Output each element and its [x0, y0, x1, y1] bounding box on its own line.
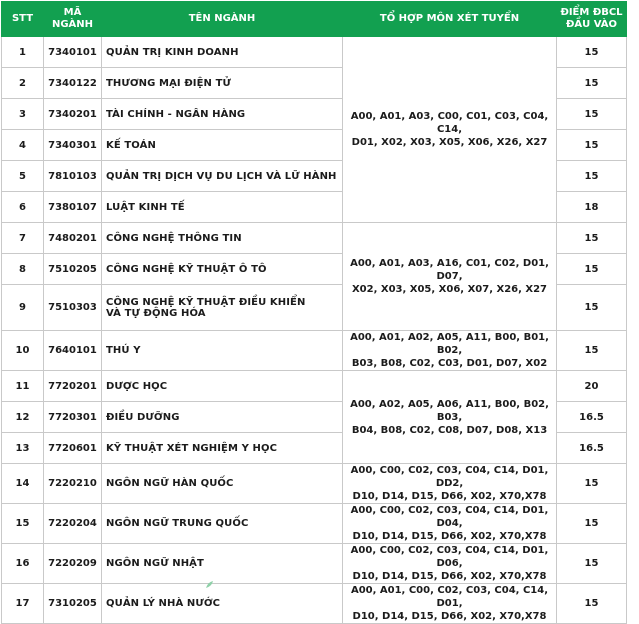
row-diem: 15: [557, 68, 627, 99]
combo-line: A00, A02, A05, A06, A11, B00, B02, B03,: [350, 398, 549, 423]
header-diem-line2: ĐẦU VÀO: [565, 19, 618, 30]
row-ten-nganh: CÔNG NGHỆ THÔNG TIN: [102, 223, 343, 254]
table-row: [2, 331, 627, 371]
combo-line: A00, A01, A02, A05, A11, B00, B01, B02,: [350, 332, 549, 356]
row-ten-nganh: NGÔN NGỮ NHẬT: [102, 544, 343, 584]
row-stt: 17: [2, 584, 44, 624]
row-diem: 15: [557, 254, 627, 285]
combo-group-1: [343, 37, 557, 223]
combo-line: A00, A01, A03, A16, C01, C02, D01, D07,: [350, 258, 549, 282]
combo-group-4: [343, 371, 557, 464]
combo-line: A00, C00, C02, C03, C04, C14, D01, DD2,: [350, 465, 549, 489]
row-ma-nganh: 7220210: [44, 464, 102, 504]
row-diem: 15: [557, 504, 627, 544]
row-stt: 2: [2, 68, 44, 99]
row-stt: 12: [2, 402, 44, 433]
combo-group-5: [343, 464, 557, 504]
row-ma-nganh: 7480201: [44, 223, 102, 254]
row-ten-nganh: KẾ TOÁN: [102, 130, 343, 161]
row-ma-nganh: 7220204: [44, 504, 102, 544]
row-ma-nganh: 7510303: [44, 285, 102, 331]
row-ten-nganh: NGÔN NGỮ HÀN QUỐC: [102, 464, 343, 504]
combo-group-6: [343, 504, 557, 544]
table-row: [2, 371, 627, 402]
row-diem: 15: [557, 223, 627, 254]
row-diem: 18: [557, 192, 627, 223]
row-ten-nganh: CÔNG NGHỆ KỸ THUẬT Ô TÔ: [102, 254, 343, 285]
table-row: [2, 584, 627, 624]
row-stt: 5: [2, 161, 44, 192]
row-stt: 10: [2, 331, 44, 371]
header-stt: STT: [2, 2, 44, 37]
combo-line: D10, D14, D15, D66, X02, X70,X78: [352, 571, 547, 582]
header-diem: [557, 2, 627, 37]
row-diem: 15: [557, 161, 627, 192]
row-ma-nganh: 7510205: [44, 254, 102, 285]
row-ma-nganh: 7340201: [44, 99, 102, 130]
row-ten-nganh: NGÔN NGỮ TRUNG QUỐC: [102, 504, 343, 544]
row-ma-nganh: 7810103: [44, 161, 102, 192]
row-stt: 16: [2, 544, 44, 584]
combo-line: A00, A01, C00, C02, C03, C04, C14, D01,: [350, 585, 549, 609]
row-ma-nganh: 7220209: [44, 544, 102, 584]
row-ten-nganh: QUẢN TRỊ DỊCH VỤ DU LỊCH VÀ LỮ HÀNH: [102, 161, 343, 192]
combo-line: D10, D14, D15, D66, X02, X70,X78: [352, 611, 547, 622]
combo-group-7: [343, 544, 557, 584]
row-ma-nganh: 7640101: [44, 331, 102, 371]
row-ten-nganh: DƯỢC HỌC: [102, 371, 343, 402]
table-row: [2, 37, 627, 68]
row-diem: 15: [557, 544, 627, 584]
table-row: [2, 223, 627, 254]
row-ten-nganh: LUẬT KINH TẾ: [102, 192, 343, 223]
combo-line: B03, B08, C02, C03, D01, D07, X02: [351, 358, 548, 369]
row-ma-nganh: 7720601: [44, 433, 102, 464]
row-ten-nganh: THÚ Y: [102, 331, 343, 371]
row-stt: 14: [2, 464, 44, 504]
row-stt: 1: [2, 37, 44, 68]
row-ma-nganh: 7720301: [44, 402, 102, 433]
combo-line: A00, C00, C02, C03, C04, C14, D01, D06,: [350, 545, 549, 569]
row-stt: 7: [2, 223, 44, 254]
combo-line: A00, A01, A03, C00, C01, C03, C04, C14,: [350, 111, 549, 135]
combo-line: D01, X02, X03, X05, X06, X26, X27: [351, 137, 548, 148]
row-stt: 8: [2, 254, 44, 285]
header-ma-nganh: MÃ NGÀNH: [44, 2, 102, 37]
header-ten-nganh: TÊN NGÀNH: [102, 2, 343, 37]
row-ten-nganh: THƯƠNG MẠI ĐIỆN TỬ: [102, 68, 343, 99]
row-ten-nganh: QUẢN TRỊ KINH DOANH: [102, 37, 343, 68]
combo-group-3: [343, 331, 557, 371]
combo-line: D10, D14, D15, D66, X02, X70,X78: [352, 491, 547, 502]
combo-line: X02, X03, X05, X06, X07, X26, X27: [351, 284, 548, 295]
row-diem: 15: [557, 99, 627, 130]
table-row: [2, 544, 627, 584]
row-diem: 15: [557, 130, 627, 161]
row-stt: 6: [2, 192, 44, 223]
row-ten-line1: CÔNG NGHỆ KỸ THUẬT ĐIỀU KHIỂN: [106, 296, 306, 308]
row-stt: 3: [2, 99, 44, 130]
row-diem: 15: [557, 464, 627, 504]
leaf-logo-fragment: [205, 581, 217, 588]
row-ma-nganh: 7340101: [44, 37, 102, 68]
row-ten-nganh: ĐIỀU DƯỠNG: [102, 402, 343, 433]
table-row: [2, 464, 627, 504]
row-diem: 15: [557, 331, 627, 371]
row-stt: 4: [2, 130, 44, 161]
row-ten-nganh: QUẢN LÝ NHÀ NƯỚC: [102, 584, 343, 624]
row-ten-nganh: [102, 285, 343, 331]
combo-line: A00, C00, C02, C03, C04, C14, D01, D04,: [350, 505, 549, 529]
row-ten-nganh: KỸ THUẬT XÉT NGHIỆM Y HỌC: [102, 433, 343, 464]
header-row: [2, 2, 627, 37]
row-ma-nganh: 7340122: [44, 68, 102, 99]
combo-group-8: [343, 584, 557, 624]
row-diem: 15: [557, 285, 627, 331]
row-ma-nganh: 7340301: [44, 130, 102, 161]
row-ten-line2: VÀ TỰ ĐỘNG HÓA: [106, 307, 206, 319]
row-diem: 15: [557, 37, 627, 68]
combo-line: B04, B08, C02, C08, D07, D08, X13: [351, 424, 548, 436]
row-stt: 15: [2, 504, 44, 544]
header-to-hop: TỔ HỢP MÔN XÉT TUYỂN: [343, 2, 557, 37]
row-stt: 11: [2, 371, 44, 402]
row-ma-nganh: 7310205: [44, 584, 102, 624]
row-diem: 16.5: [557, 433, 627, 464]
row-ma-nganh: 7720201: [44, 371, 102, 402]
admission-table: [1, 1, 627, 624]
row-stt: 9: [2, 285, 44, 331]
row-diem: 16.5: [557, 402, 627, 433]
combo-line: D10, D14, D15, D66, X02, X70,X78: [352, 531, 547, 542]
combo-group-2: [343, 223, 557, 331]
row-diem: 20: [557, 371, 627, 402]
header-diem-line1: ĐIỂM ĐBCL: [560, 7, 623, 18]
row-diem: 15: [557, 584, 627, 624]
row-ma-nganh: 7380107: [44, 192, 102, 223]
row-stt: 13: [2, 433, 44, 464]
row-ten-nganh: TÀI CHÍNH - NGÂN HÀNG: [102, 99, 343, 130]
table-row: [2, 504, 627, 544]
